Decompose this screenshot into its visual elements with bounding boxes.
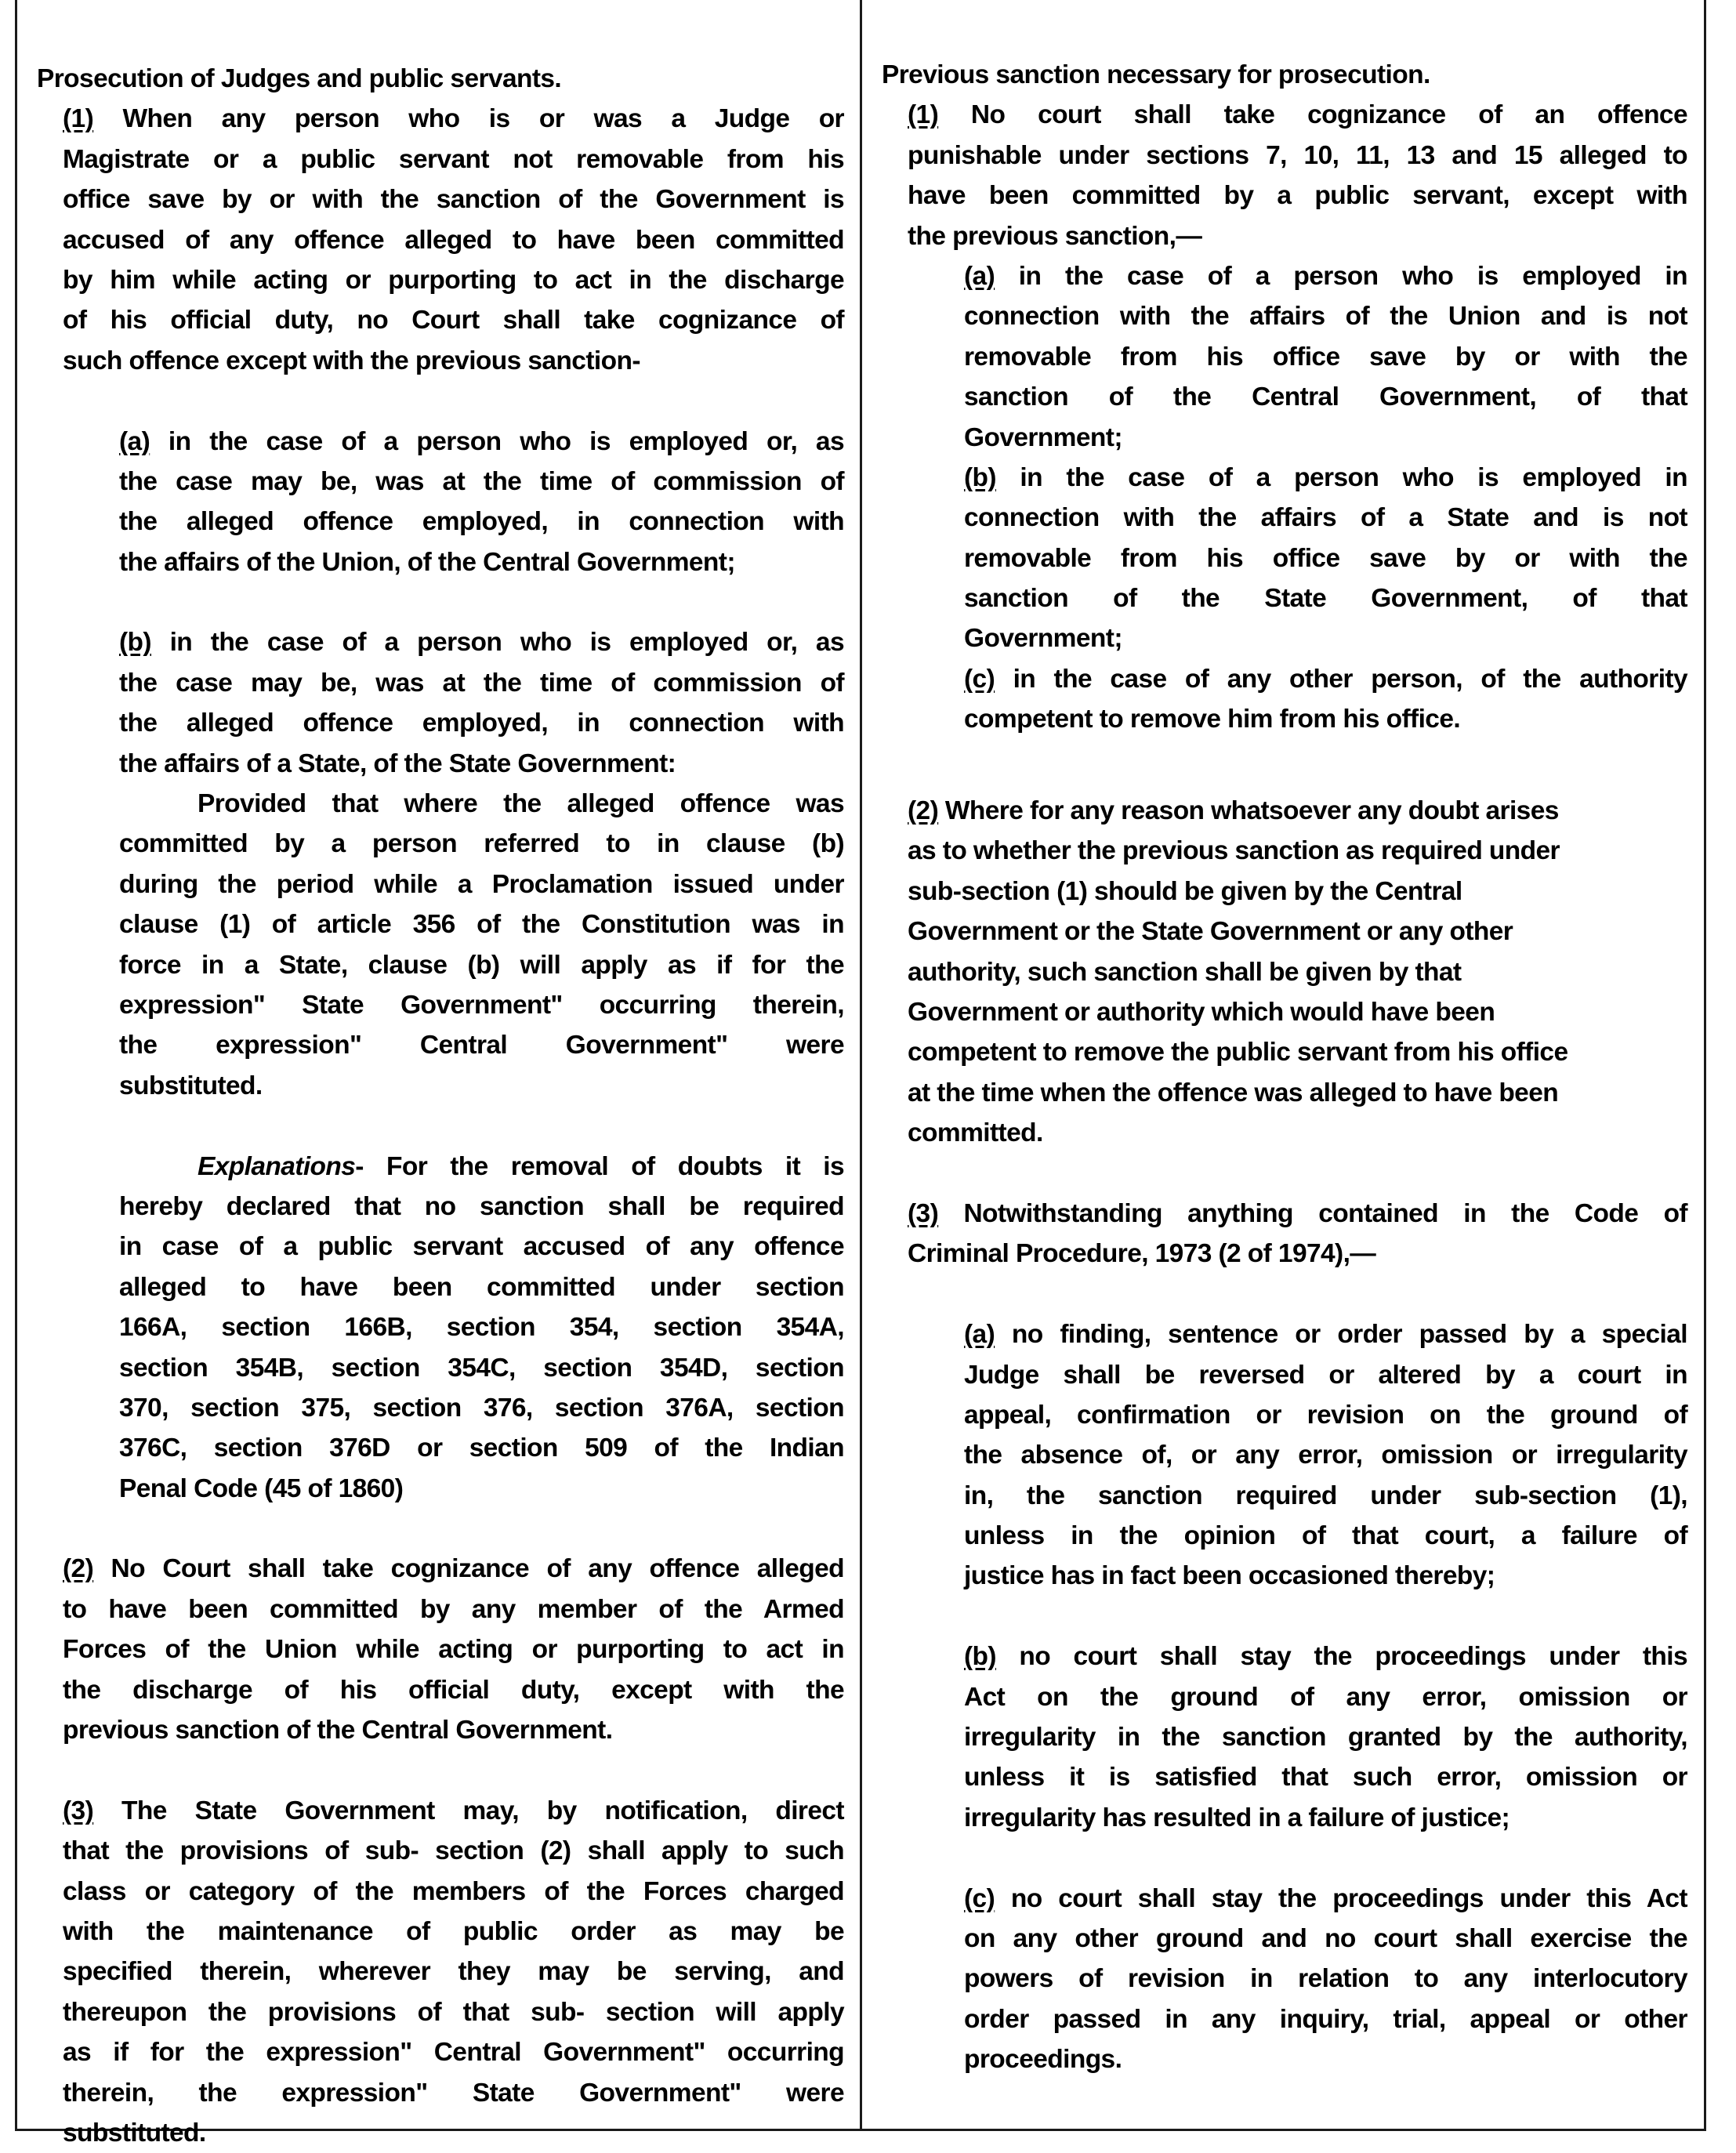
proviso-paragraph: Provided that where the alleged offence was committed by a person referred to in clause (b) during the period while a Proclamation issued under clause (1) of article 356 of the Constitution was in force in a State, clause (b) will apply as if for the expression" State Government" occurring therein, the expression" Central Government" were substituted. [119,789,844,1100]
column-divider-line [860,0,862,2131]
section-title: Previous sanction necessary for prosecution. [882,60,1430,89]
clause-b: (b) in the case of a person who is employed or, as the case may be, was at the time of commission of the alleged offence employed, in connection with the affairs of a State, of the State Government: [119,628,844,778]
clause-b: (b) in the case of a person who is employed in connection with the affairs of a State and is not removable from his office save by or with the sanction of the State Government, of that Government; [964,462,1687,654]
clause-number: (3) [908,1198,939,1228]
subsection-3: (3) The State Government may, by notification, direct that the provisions of sub- section (2) shall apply to such class or category of the members of the Forces charged with the maintenance of public order as may be specified therein, wherever they may be serving, and thereupon the provisions of that sub- section will apply as if for the expression" Central Government" occurring therein, the expression" State Government" were substituted. [63,1796,844,2148]
clause-number: (1) [908,100,939,130]
subsection-3: (3) Notwithstanding anything contained in the Code of Criminal Procedure, 1973 (2 of 1974),— [908,1198,1687,1269]
clause-number: (3) [63,1796,94,1825]
clause-a: (a) in the case of a person who is employed or, as the case may be, was at the time of commission of the alleged offence employed, in connection with the affairs of the Union, of the Central Government; [119,426,844,577]
clause-a: (a) in the case of a person who is employed in connection with the affairs of the Union and is not removable from his office save by or with the sanction of the Central Government, of that Government; [964,261,1687,452]
clause-number: (2) [908,796,939,826]
subsection-1: (1) When any person who is or was a Judge or Magistrate or a public servant not removable from his office save by or with the sanction of the Government is accused of any offence alleged to have been committed by him while acting or purporting to act in the discharge of his official duty, no Court shall take cognizance of such offence except with the previous sanction- [63,104,844,375]
subsection-1: (1) No court shall take cognizance of an offence punishable under sections 7, 10, 11, 13 and 15 alleged to have been committed by a public servant, except with the previous sanction,— [908,100,1687,251]
clause-number: (a) [964,1320,995,1350]
right-column-section [882,55,1687,2080]
clause-number: (b) [964,1642,996,1672]
clause-number: (b) [964,462,996,492]
right-border-line [1704,0,1706,2131]
left-border-line [15,0,17,2131]
clause-number: (b) [119,628,151,658]
clause-3c: (c) no court shall stay the proceedings under this Act on any other ground and no court shall exercise the powers of revision in relation to any interlocutory order passed in any inquiry, trial, appeal or other proceedings. [964,1883,1687,2075]
clause-number: (a) [119,426,150,456]
explanation-paragraph: Explanations- For the removal of doubts it is hereby declared that no sanction shall be required in case of a public servant accused of any offence alleged to have been committed under section 166A, section 166B, section 354, section 354A, section 354B, section 354C, section 354D, section 370, section 375, section 376, section 376A, section 376C, section 376D or section 509 of the Indian Penal Code (45 of 1860) [119,1151,844,1503]
subsection-2: (2) Where for any reason whatsoever any doubt arises as to whether the previous sanction as required under sub-section (1) should be given by the Central Government or the State Government or any other authority, such sanction shall be given by that Government or authority which would have been competent to remove the public servant from his office at the time when the offence was alleged to have been committed. [908,796,1568,1148]
clause-3a: (a) no finding, sentence or order passed by a special Judge shall be reversed or altered by a court in appeal, confirmation or revision on the ground of the absence of, or any error, omission or irregularity in, the sanction required under sub-section (1), unless in the opinion of that court, a failure of justice has in fact been occasioned thereby; [964,1320,1687,1591]
clause-number: (2) [63,1554,94,1584]
explanation-label: Explanations [198,1151,356,1181]
clause-number: (c) [964,664,995,694]
left-column-section [37,59,844,2153]
clause-number: (1) [63,104,94,134]
clause-c: (c) in the case of any other person, of the authority competent to remove him from his office. [964,664,1687,734]
section-title: Prosecution of Judges and public servants. [37,64,562,93]
clause-3b: (b) no court shall stay the proceedings under this Act on the ground of any error, omission or irregularity in the sanction granted by the authority, unless it is satisfied that such error, omission or irregularity has resulted in a failure of justice; [964,1642,1687,1832]
clause-number: (a) [964,261,995,291]
subsection-2: (2) No Court shall take cognizance of any offence alleged to have been committed by any member of the Armed Forces of the Union while acting or purporting to act in the discharge of his official duty, except with the previous sanction of the Central Government. [63,1554,844,1745]
clause-number: (c) [964,1883,995,1913]
